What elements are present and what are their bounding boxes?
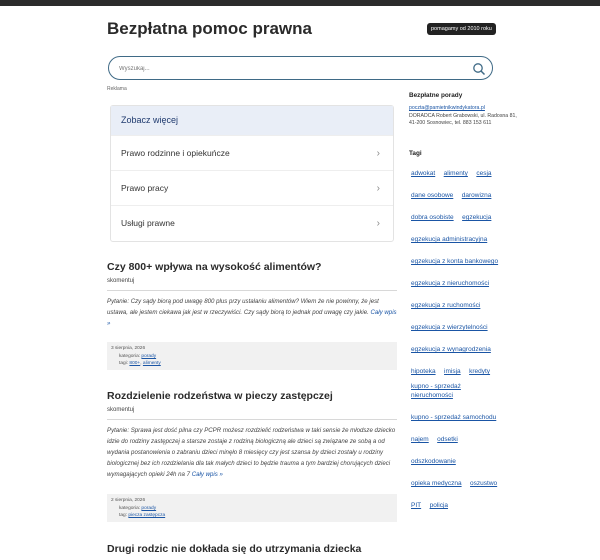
tag-link[interactable]: odszkodowanie — [411, 458, 456, 465]
since-badge: pomagamy od 2010 roku — [427, 23, 496, 35]
divider — [107, 290, 397, 291]
ad-box — [110, 105, 394, 242]
tag-link[interactable]: dane osobowe — [411, 192, 454, 199]
ad-item-label: Prawo rodzinne i opiekuńcze — [121, 148, 230, 158]
post-comments-link[interactable]: skomentuj — [107, 407, 135, 413]
tag-link[interactable]: dobra osobiste — [411, 214, 454, 221]
tag-link[interactable]: adwokat — [411, 170, 436, 177]
search-input[interactable] — [119, 62, 459, 76]
category-link[interactable]: porady — [141, 505, 157, 511]
tag-link[interactable]: kupno - sprzedaż samochodu — [411, 414, 497, 421]
tag-link[interactable]: opieka medyczna — [411, 480, 462, 487]
post-meta — [107, 494, 397, 522]
email-link[interactable]: poczta@pamietnikwindykatora.pl — [409, 105, 485, 111]
ad-item-label: Prawo pracy — [121, 183, 169, 193]
sidebar-tags-title: Tagi — [409, 150, 422, 157]
category-label: kategoria: — [119, 353, 141, 359]
tag-link[interactable]: egzekucja z wierzytelności — [411, 324, 488, 331]
tag-link[interactable]: egzekucja z nieruchomości — [411, 280, 490, 287]
tag-link[interactable]: odsetki — [437, 436, 458, 443]
tag-link[interactable]: kredyty — [469, 368, 491, 375]
tag-link[interactable]: PIT — [411, 502, 422, 509]
tag-link[interactable]: egzekucja z wynagrodzenia — [411, 346, 491, 353]
post-excerpt-text: Pytanie: Sprawa jest dość pilna czy PCPR możesz rozdzielić rodzeństwa w taki sensie że młodsze dziecko idzie do rodziny zastępczej a starsze zostaje z rodziną biologiczną ale dzieci są związane ze sobą a od wydania postanowienia o zabraniu dzieci minęło 8 miesięcy czy jest szansa by dzieci zostały u rodziny biologicznej bez ich rozdzielania dla tak małych dzieci to będzie trauma a tym bardziej chorujących dzieci wymagających opieki 24h na 7 — [107, 427, 396, 478]
read-more-link[interactable]: Cały wpis » — [191, 471, 223, 478]
tag-link[interactable]: alimenty — [443, 170, 468, 177]
post-date: 2 sierpnia, 2026 — [111, 498, 146, 503]
ad-item[interactable] — [111, 205, 393, 240]
ads-label: Reklama — [107, 86, 127, 92]
chevron-right-icon: › — [376, 148, 380, 159]
tag-link[interactable]: egzekucja z konta bankowego — [411, 258, 499, 265]
tag-link[interactable]: egzekucja administracyjna — [411, 236, 488, 243]
post-title[interactable]: Czy 800+ wpływa na wysokość alimentów? — [107, 261, 322, 273]
tags-label: tagi: — [119, 361, 129, 366]
tag-link[interactable]: imisja — [444, 368, 461, 375]
tag-cloud — [409, 162, 501, 516]
category-link[interactable]: porady — [141, 353, 157, 359]
search-bar[interactable] — [108, 56, 493, 80]
post-date: 3 sierpnia, 2026 — [111, 346, 146, 351]
sidebar-contact-title: Bezpłatne porady — [409, 92, 463, 99]
site-title[interactable]: Bezpłatna pomoc prawna — [107, 19, 312, 38]
top-bar — [0, 0, 600, 6]
tag-link[interactable]: hipoteka — [411, 368, 436, 375]
read-more-link[interactable]: Cały wpis » — [107, 309, 397, 327]
chevron-right-icon: › — [376, 183, 380, 194]
category-label: kategoria: — [119, 505, 141, 511]
tag-link[interactable]: egzekucja — [462, 214, 492, 221]
post-excerpt — [107, 296, 397, 329]
tags-label: tag: — [119, 513, 128, 518]
tag-link[interactable]: darowizna — [461, 192, 492, 199]
post-excerpt — [107, 425, 397, 480]
tag-link[interactable]: cesja — [476, 170, 492, 177]
tag-link[interactable]: egzekucja z ruchomości — [411, 302, 481, 309]
ad-item[interactable] — [111, 135, 393, 170]
chevron-right-icon: › — [376, 218, 380, 229]
ad-header[interactable]: Zobacz więcej — [111, 106, 393, 135]
ad-item[interactable] — [111, 170, 393, 205]
tag-link[interactable]: kupno - sprzedaż nieruchomości — [411, 383, 461, 399]
tag-link[interactable]: 800+ — [129, 361, 141, 366]
post-meta: 3 sierpnia, 2026 kategoria: porady tagi: 800+, alimenty — [107, 342, 397, 370]
tag-link[interactable]: oszustwo — [470, 480, 498, 487]
post-title[interactable]: Drugi rodzic nie dokłada się do utrzymania dziecka — [107, 543, 362, 555]
tag-link[interactable]: piecza zastępcza — [128, 513, 166, 518]
contact-info — [409, 105, 519, 128]
divider — [107, 419, 397, 420]
post-comments-link[interactable]: skomentuj — [107, 278, 135, 284]
search-icon[interactable] — [472, 62, 486, 76]
tag-link[interactable]: policja — [429, 502, 449, 509]
tag-link[interactable]: najem — [411, 436, 429, 443]
post-excerpt-text: Pytanie: Czy sądy biorą pod uwagę 800 plus przy ustalaniu alimentów? Wiem że nie powinny, że jest ustawa, ale jestem ciekawa jak jest w rzeczywiści. Czy sądy biorą to jednak pod uwagę czy jakie. — [107, 298, 379, 316]
ad-item-label: Usługi prawne — [121, 218, 175, 228]
company-address: DORADCA Robert Grabowski, ul. Radosna 81, 41-200 Sosnowiec, tel. 883 153 611 — [409, 112, 517, 126]
post-title[interactable]: Rozdzielenie rodzeństwa w pieczy zastępczej — [107, 390, 333, 402]
tag-link[interactable]: alimenty — [142, 361, 161, 366]
